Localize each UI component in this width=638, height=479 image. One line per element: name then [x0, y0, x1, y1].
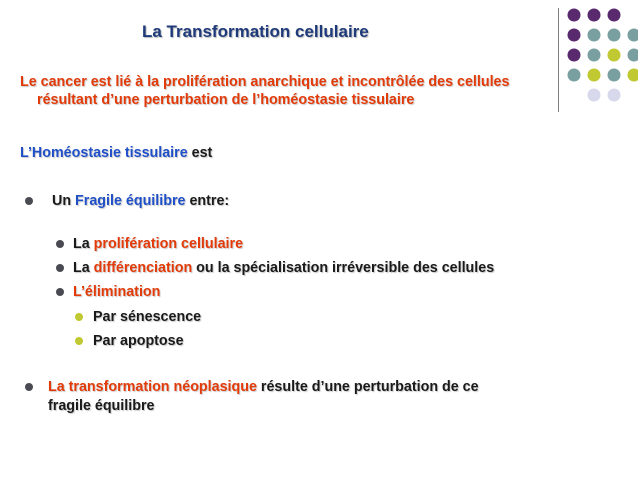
intro-text-1: Le cancer est lié à la prolifération anarchique et incontrôlée des cellules — [20, 74, 510, 90]
decor-dot — [568, 9, 581, 22]
sub-2-rest: ou la spécialisation irréversible des cellules — [192, 260, 495, 276]
sub-bullet-1 — [73, 236, 243, 253]
decor-dot — [568, 49, 581, 62]
homeostasis-term: L’Homéostasie tissulaire — [20, 145, 188, 161]
decor-dot — [588, 9, 601, 22]
decorative-dot-grid — [540, 0, 638, 120]
bullet-dot — [56, 240, 64, 248]
decor-dot — [608, 9, 621, 22]
sub-3-highlight: L’élimination — [73, 284, 161, 300]
sub-2-prefix: La — [73, 260, 94, 276]
bullet-dot — [25, 383, 33, 391]
sub-1-prefix: La — [73, 236, 94, 252]
decor-dot — [568, 69, 581, 82]
decor-dot — [588, 89, 601, 102]
bullet-1-rest: entre: — [185, 193, 230, 209]
decor-dot — [588, 69, 601, 82]
sub-bullet-2 — [73, 260, 494, 277]
decor-dot — [628, 69, 638, 82]
bullet-dot — [75, 313, 83, 321]
bullet-2-highlight: La transformation néoplasique — [48, 379, 257, 395]
decor-dot — [568, 29, 581, 42]
decor-dot — [608, 89, 621, 102]
decor-dot — [628, 29, 638, 42]
decor-dot — [608, 49, 621, 62]
sub-2-highlight: différenciation — [93, 260, 193, 276]
bullet-dot — [75, 337, 83, 345]
bullet-dot — [56, 288, 64, 296]
decor-dot — [608, 69, 621, 82]
bullet-1-highlight: Fragile équilibre — [75, 193, 186, 209]
decor-dot — [608, 29, 621, 42]
decorative-divider — [558, 8, 559, 112]
sub-bullet-3 — [73, 284, 160, 301]
sub-sub-bullet-2: Par apoptose — [93, 333, 184, 349]
bullet-1-prefix: Un — [52, 193, 76, 209]
bullet-dot — [25, 197, 33, 205]
bullet-2-rest: résulte d’une perturbation de ce — [256, 379, 479, 395]
intro-line-1 — [20, 74, 509, 91]
bullet-dot — [56, 264, 64, 272]
homeostasis-rest: est — [187, 145, 213, 161]
intro-line-2 — [37, 92, 414, 109]
bullet-2-line-1 — [48, 379, 479, 396]
sub-sub-bullet-1: Par sénescence — [93, 309, 202, 325]
sub-1-highlight: prolifération cellulaire — [93, 236, 244, 252]
decor-dot — [628, 49, 638, 62]
decor-dot — [588, 29, 601, 42]
intro-text-2: résultant d’une perturbation de l’homéostasie tissulaire — [37, 92, 415, 108]
bullet-2-line-2: fragile équilibre — [48, 398, 155, 414]
slide-title: La Transformation cellulaire — [142, 22, 369, 41]
bullet-1 — [52, 193, 229, 210]
homeostasis-line — [20, 145, 212, 162]
decor-dot — [588, 49, 601, 62]
